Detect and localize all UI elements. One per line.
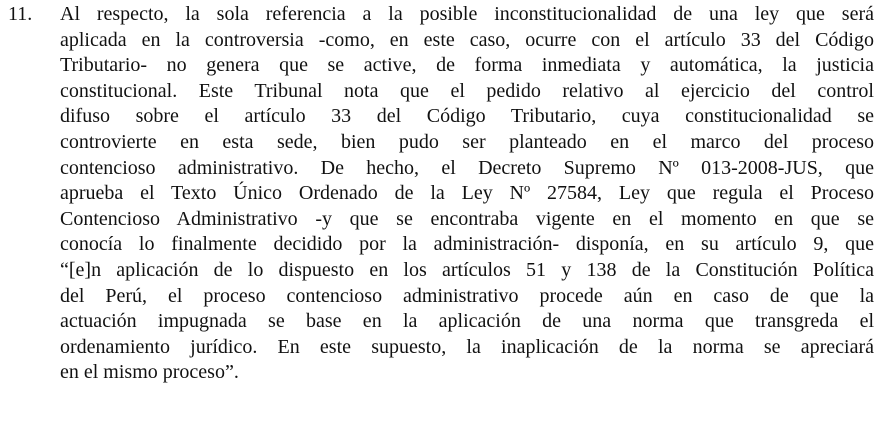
paragraph-line: actuación impugnada se base en la aplicación de una norma que transgreda el: [60, 310, 874, 333]
paragraph-text: [60, 2, 874, 386]
paragraph-line: aplicada en la controversia -como, en este caso, ocurre con el artículo 33 del Código: [60, 28, 874, 51]
paragraph-line: controvierte en esta sede, bien pudo ser planteado en el marco del proceso: [60, 130, 874, 153]
paragraph-line: del Perú, el proceso contencioso administrativo procede aún en caso de que la: [60, 284, 874, 307]
paragraph-line: contencioso administrativo. De hecho, el Decreto Supremo Nº 013-2008-JUS, que: [60, 156, 874, 179]
paragraph-line: difuso sobre el artículo 33 del Código Tributario, cuya constitucionalidad se: [60, 105, 874, 128]
paragraph-line: constitucional. Este Tribunal nota que el pedido relativo al ejercicio del control: [60, 79, 874, 102]
paragraph-line: Al respecto, la sola referencia a la posible inconstitucionalidad de una ley que será: [60, 3, 874, 25]
paragraph-line: Contencioso Administrativo -y que se encontraba vigente en el momento en que se: [60, 207, 874, 230]
paragraph-line: aprueba el Texto Único Ordenado de la Ley Nº 27584, Ley que regula el Proceso: [60, 182, 874, 205]
paragraph-line: Tributario- no genera que se active, de forma inmediata y automática, la justicia: [60, 54, 874, 77]
paragraph-line: conocía lo finalmente decidido por la administración- disponía, en su artículo 9, que: [60, 233, 874, 256]
paragraph-line: ordenamiento jurídico. En este supuesto, la inaplicación de la norma se apreciará: [60, 335, 874, 358]
paragraph-line: en el mismo proceso”.: [60, 361, 239, 384]
paragraph-number: 11.: [8, 3, 33, 25]
paragraph-line: “[e]n aplicación de lo dispuesto en los artículos 51 y 138 de la Constitución Política: [60, 258, 874, 281]
